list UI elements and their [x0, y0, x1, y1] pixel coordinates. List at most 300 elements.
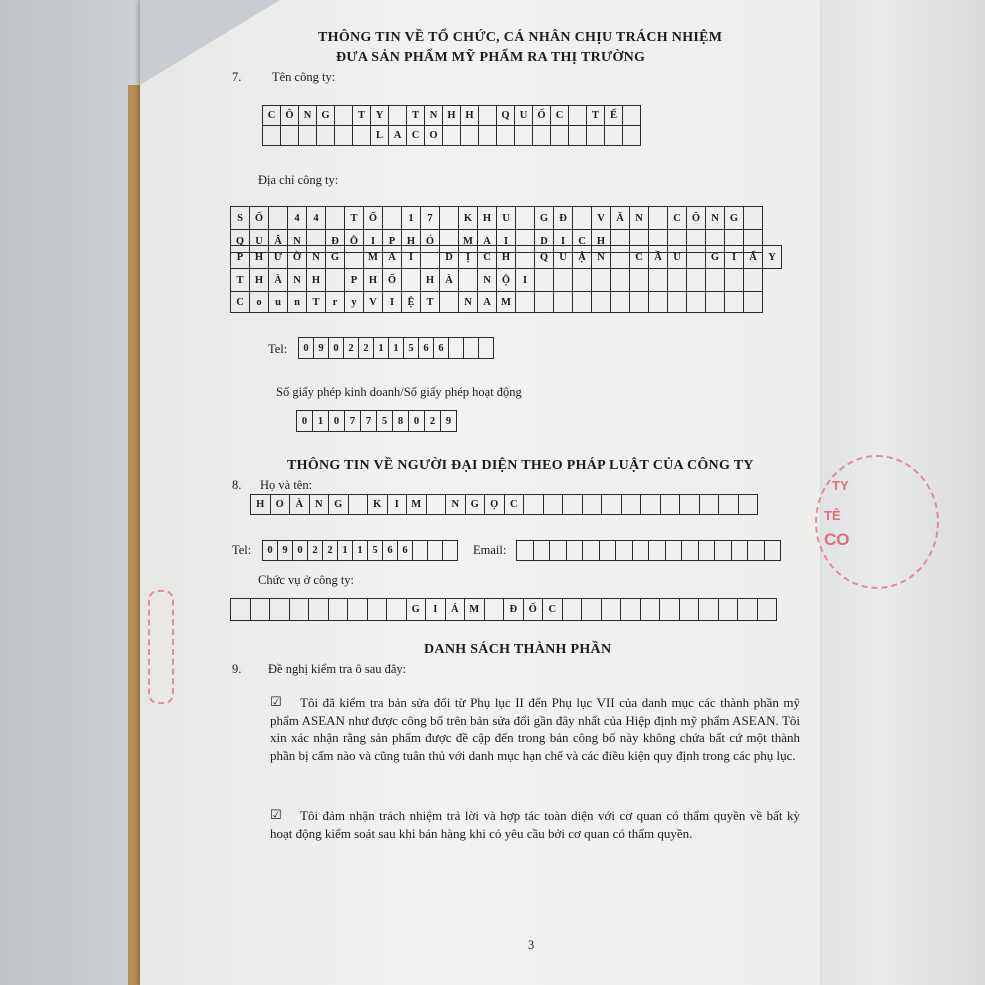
- address-row-3: [230, 245, 781, 269]
- char-box: N: [705, 206, 725, 230]
- char-box: C: [629, 245, 649, 269]
- char-box: M: [458, 229, 478, 253]
- char-box: [648, 540, 666, 561]
- char-box: [667, 291, 687, 313]
- title-line-2: ĐƯA SẢN PHẨM MỸ PHẨM RA THỊ TRƯỜNG: [336, 50, 646, 65]
- char-box: [601, 598, 622, 621]
- char-box: 5: [367, 540, 383, 561]
- representative-tel-cells: [262, 540, 457, 561]
- char-box: 0: [298, 337, 314, 359]
- char-box: [586, 125, 605, 146]
- char-box: [622, 125, 641, 146]
- char-box: 0: [408, 410, 425, 432]
- char-box: [328, 598, 349, 621]
- declaration-2-text: Tôi đảm nhận trách nhiệm trả lời và hợp tác toàn diện với cơ quan có thẩm quyền về bất kỳ hoạt động kiểm soát sau khi bán hàng khi có yêu cầu bởi cơ quan có thẩm quyền.: [270, 808, 800, 841]
- char-box: G: [316, 105, 335, 126]
- char-box: 5: [403, 337, 419, 359]
- char-box: [515, 206, 535, 230]
- char-box: [622, 105, 641, 126]
- char-box: Ầ: [648, 245, 668, 269]
- char-box: [747, 540, 765, 561]
- char-box: Ị: [553, 229, 573, 253]
- char-box: Ố: [249, 206, 269, 230]
- representative-heading: THÔNG TIN VỀ NGƯỜI ĐẠI DIỆN THEO PHÁP LUẬT CỦA CÔNG TY: [287, 458, 754, 473]
- char-box: Ậ: [572, 245, 592, 269]
- char-box: G: [406, 598, 427, 621]
- char-box: N: [298, 105, 317, 126]
- char-box: [699, 494, 720, 515]
- char-box: [681, 540, 699, 561]
- char-box: U: [553, 245, 573, 269]
- char-box: C: [550, 105, 569, 126]
- char-box: [516, 540, 534, 561]
- char-box: [496, 125, 515, 146]
- position-label: Chức vụ ở công ty:: [258, 573, 355, 587]
- char-box: [484, 598, 505, 621]
- char-box: C: [504, 494, 525, 515]
- char-box: [737, 598, 758, 621]
- char-box: U: [514, 105, 533, 126]
- char-box: Ị: [458, 245, 478, 269]
- char-box: [648, 268, 668, 292]
- char-box: [553, 291, 573, 313]
- char-box: 5: [376, 410, 393, 432]
- char-box: [648, 206, 668, 230]
- char-box: [610, 291, 630, 313]
- char-box: Ấ: [743, 245, 763, 269]
- char-box: [534, 268, 554, 292]
- char-box: Ô: [280, 105, 299, 126]
- char-box: C: [667, 206, 687, 230]
- char-box: [478, 105, 497, 126]
- char-box: [316, 125, 335, 146]
- char-box: [442, 540, 458, 561]
- char-box: 8: [392, 410, 409, 432]
- char-box: H: [496, 245, 516, 269]
- char-box: 1: [352, 540, 368, 561]
- char-box: T: [344, 206, 364, 230]
- representative-tel-label: Tel:: [232, 543, 252, 557]
- checkbox-checked-icon[interactable]: ☑: [270, 695, 282, 710]
- char-box: 1: [312, 410, 329, 432]
- license-cells: [296, 410, 456, 432]
- char-box: 0: [292, 540, 308, 561]
- char-box: [572, 206, 592, 230]
- char-box: M: [464, 598, 485, 621]
- char-box: Đ: [325, 229, 345, 253]
- char-box: 1: [373, 337, 389, 359]
- char-box: [230, 598, 251, 621]
- char-box: Ộ: [496, 268, 516, 292]
- char-box: M: [363, 245, 383, 269]
- char-box: G: [325, 245, 345, 269]
- char-box: Đ: [553, 206, 573, 230]
- char-box: [280, 125, 299, 146]
- char-box: [382, 206, 402, 230]
- char-box: [426, 494, 447, 515]
- char-box: [533, 540, 551, 561]
- char-box: Y: [762, 245, 782, 269]
- char-box: A: [388, 125, 407, 146]
- char-box: 9: [277, 540, 293, 561]
- char-box: [679, 598, 700, 621]
- char-box: [665, 540, 683, 561]
- char-box: [478, 337, 494, 359]
- char-box: n: [287, 291, 307, 313]
- char-box: [591, 291, 611, 313]
- char-box: Ộ: [344, 229, 364, 253]
- char-box: Ư: [268, 245, 288, 269]
- char-box: [679, 494, 700, 515]
- char-box: N: [424, 105, 443, 126]
- char-box: y: [344, 291, 364, 313]
- seal-text-3: CO: [824, 530, 850, 549]
- representative-name-cells: [250, 494, 757, 515]
- company-name-row-1: [262, 105, 640, 126]
- address-row-5: [230, 291, 762, 313]
- char-box: G: [705, 245, 725, 269]
- char-box: 0: [296, 410, 313, 432]
- char-box: [348, 494, 369, 515]
- char-box: T: [352, 105, 371, 126]
- char-box: Q: [230, 229, 250, 253]
- char-box: C: [477, 245, 497, 269]
- char-box: H: [401, 229, 421, 253]
- char-box: [325, 206, 345, 230]
- char-box: [648, 291, 668, 313]
- char-box: o: [249, 291, 269, 313]
- char-box: C: [262, 105, 281, 126]
- char-box: [352, 125, 371, 146]
- char-box: A: [477, 229, 497, 253]
- char-box: [427, 540, 443, 561]
- char-box: [553, 268, 573, 292]
- char-box: 1: [401, 206, 421, 230]
- char-box: T: [420, 291, 440, 313]
- char-box: [604, 125, 623, 146]
- char-box: T: [406, 105, 425, 126]
- char-box: I: [382, 291, 402, 313]
- char-box: [344, 245, 364, 269]
- check-request-label: Đề nghị kiểm tra ô sau đây:: [268, 662, 407, 676]
- char-box: T: [586, 105, 605, 126]
- char-box: [620, 598, 641, 621]
- char-box: 0: [328, 410, 345, 432]
- char-box: À: [268, 268, 288, 292]
- item-number-9: 9.: [232, 662, 242, 676]
- address-row-1: [230, 206, 762, 230]
- char-box: H: [442, 105, 461, 126]
- char-box: Đ: [503, 598, 524, 621]
- char-box: C: [572, 229, 592, 253]
- char-box: I: [363, 229, 383, 253]
- char-box: Ô: [686, 206, 706, 230]
- char-box: [705, 291, 725, 313]
- char-box: H: [306, 268, 326, 292]
- char-box: [367, 598, 388, 621]
- item-number-7: 7.: [232, 70, 242, 84]
- char-box: 9: [313, 337, 329, 359]
- char-box: [515, 245, 535, 269]
- char-box: I: [387, 494, 408, 515]
- char-box: [347, 598, 368, 621]
- ingredients-heading: DANH SÁCH THÀNH PHẦN: [424, 642, 612, 657]
- char-box: [659, 598, 680, 621]
- char-box: [610, 268, 630, 292]
- char-box: [458, 268, 478, 292]
- char-box: N: [629, 206, 649, 230]
- char-box: [629, 291, 649, 313]
- char-box: D: [439, 245, 459, 269]
- char-box: Ệ: [401, 291, 421, 313]
- char-box: 6: [433, 337, 449, 359]
- char-box: [420, 245, 440, 269]
- company-tel-label: Tel:: [268, 342, 288, 356]
- char-box: [718, 598, 739, 621]
- char-box: H: [477, 206, 497, 230]
- char-box: [568, 105, 587, 126]
- char-box: [581, 598, 602, 621]
- char-box: U: [496, 206, 516, 230]
- char-box: [543, 494, 564, 515]
- char-box: Ó: [420, 229, 440, 253]
- char-box: [738, 494, 759, 515]
- char-box: H: [591, 229, 611, 253]
- char-box: [714, 540, 732, 561]
- char-box: C: [406, 125, 425, 146]
- char-box: 4: [287, 206, 307, 230]
- char-box: H: [250, 494, 271, 515]
- char-box: [764, 540, 782, 561]
- char-box: [640, 598, 661, 621]
- char-box: [640, 494, 661, 515]
- char-box: Ố: [382, 268, 402, 292]
- char-box: [621, 494, 642, 515]
- char-box: Ế: [604, 105, 623, 126]
- char-box: Ờ: [287, 245, 307, 269]
- char-box: [269, 598, 290, 621]
- char-box: À: [439, 268, 459, 292]
- char-box: 1: [388, 337, 404, 359]
- char-box: H: [420, 268, 440, 292]
- char-box: [334, 125, 353, 146]
- char-box: N: [445, 494, 466, 515]
- char-box: [463, 337, 479, 359]
- char-box: I: [425, 598, 446, 621]
- char-box: [412, 540, 428, 561]
- char-box: [572, 291, 592, 313]
- char-box: I: [401, 245, 421, 269]
- char-box: U: [249, 229, 269, 253]
- char-box: [334, 105, 353, 126]
- char-box: U: [667, 245, 687, 269]
- char-box: V: [363, 291, 383, 313]
- char-box: C: [230, 291, 250, 313]
- char-box: [562, 494, 583, 515]
- seal-text-1: TY: [832, 478, 849, 493]
- char-box: u: [268, 291, 288, 313]
- char-box: V: [591, 206, 611, 230]
- char-box: N: [477, 268, 497, 292]
- char-box: 2: [307, 540, 323, 561]
- char-box: [298, 125, 317, 146]
- char-box: Ổ: [363, 206, 383, 230]
- char-box: 6: [382, 540, 398, 561]
- char-box: 7: [344, 410, 361, 432]
- char-box: [705, 268, 725, 292]
- char-box: Ố: [532, 105, 551, 126]
- char-box: [439, 291, 459, 313]
- seal-text-2: TÊ: [824, 508, 841, 523]
- char-box: N: [287, 268, 307, 292]
- char-box: H: [363, 268, 383, 292]
- char-box: H: [460, 105, 479, 126]
- char-box: [582, 494, 603, 515]
- position-cells: [230, 598, 776, 621]
- char-box: N: [309, 494, 330, 515]
- char-box: P: [382, 229, 402, 253]
- char-box: P: [344, 268, 364, 292]
- char-box: [724, 268, 744, 292]
- char-box: Ọ: [484, 494, 505, 515]
- char-box: Ă: [610, 206, 630, 230]
- char-box: O: [270, 494, 291, 515]
- char-box: 2: [322, 540, 338, 561]
- char-box: 2: [424, 410, 441, 432]
- company-name-label: Tên công ty:: [272, 70, 336, 84]
- char-box: [268, 206, 288, 230]
- page-number: 3: [528, 938, 535, 952]
- representative-email-label: Email:: [473, 543, 507, 557]
- char-box: [478, 125, 497, 146]
- char-box: 0: [328, 337, 344, 359]
- char-box: [439, 206, 459, 230]
- checkbox-checked-icon-2[interactable]: ☑: [270, 808, 282, 823]
- char-box: [743, 206, 763, 230]
- char-box: [582, 540, 600, 561]
- char-box: O: [424, 125, 443, 146]
- char-box: A: [382, 245, 402, 269]
- folded-corner: [140, 0, 280, 85]
- char-box: [566, 540, 584, 561]
- char-box: 6: [418, 337, 434, 359]
- char-box: 7: [360, 410, 377, 432]
- char-box: [591, 268, 611, 292]
- representative-email-cells: [516, 540, 780, 561]
- char-box: [686, 291, 706, 313]
- representative-name-label: Họ và tên:: [260, 478, 313, 492]
- char-box: [289, 598, 310, 621]
- char-box: G: [534, 206, 554, 230]
- char-box: 6: [397, 540, 413, 561]
- char-box: r: [325, 291, 345, 313]
- item-number-8: 8.: [232, 478, 242, 492]
- char-box: [698, 598, 719, 621]
- company-tel-cells: [298, 337, 493, 359]
- char-box: N: [287, 229, 307, 253]
- declaration-1-text: Tôi đã kiểm tra bản sửa đổi từ Phụ lục II đến Phụ lục VII của danh mục các thành phần mỹ phẩm ASEAN như được công bố trên bản sửa đổi gần đây nhất của Hiệp định mỹ phẩm ASEAN. Tôi xin xác nhận rằng sản phẩm được đề cập đến trong bản công bố này không chứa bất cứ một thành phần bị cấm nào và cũng tuân thủ với danh mục hạn chế và các điều kiện quy định trong các phụ lục.: [270, 695, 800, 763]
- char-box: [610, 245, 630, 269]
- char-box: 2: [343, 337, 359, 359]
- address-row-4: [230, 268, 762, 292]
- char-box: I: [496, 229, 516, 253]
- char-box: T: [306, 291, 326, 313]
- char-box: [724, 291, 744, 313]
- char-box: N: [306, 245, 326, 269]
- char-box: [686, 268, 706, 292]
- char-box: [262, 125, 281, 146]
- char-box: Ố: [523, 598, 544, 621]
- char-box: I: [515, 268, 535, 292]
- char-box: [572, 268, 592, 292]
- char-box: [667, 268, 687, 292]
- char-box: [743, 291, 763, 313]
- char-box: [568, 125, 587, 146]
- char-box: H: [249, 245, 269, 269]
- char-box: [632, 540, 650, 561]
- char-box: P: [230, 245, 250, 269]
- char-box: [386, 598, 407, 621]
- char-box: S: [230, 206, 250, 230]
- license-label: Số giấy phép kinh doanh/Số giấy phép hoạt động: [276, 385, 522, 399]
- char-box: [629, 268, 649, 292]
- char-box: [686, 245, 706, 269]
- char-box: [401, 268, 421, 292]
- char-box: [549, 540, 567, 561]
- char-box: M: [406, 494, 427, 515]
- char-box: [514, 125, 533, 146]
- char-box: 7: [420, 206, 440, 230]
- char-box: [718, 494, 739, 515]
- char-box: 9: [440, 410, 457, 432]
- char-box: [698, 540, 716, 561]
- char-box: [599, 540, 617, 561]
- char-box: [325, 268, 345, 292]
- char-box: [601, 494, 622, 515]
- char-box: A: [477, 291, 497, 313]
- char-box: H: [249, 268, 269, 292]
- title-line-1: THÔNG TIN VỀ TỔ CHỨC, CÁ NHÂN CHỊU TRÁCH NHIỆM: [318, 30, 723, 45]
- char-box: [448, 337, 464, 359]
- char-box: C: [542, 598, 563, 621]
- char-box: N: [458, 291, 478, 313]
- char-box: D: [534, 229, 554, 253]
- char-box: G: [328, 494, 349, 515]
- char-box: [550, 125, 569, 146]
- char-box: [388, 105, 407, 126]
- char-box: [532, 125, 551, 146]
- char-box: 4: [306, 206, 326, 230]
- char-box: [308, 598, 329, 621]
- char-box: 1: [337, 540, 353, 561]
- char-box: G: [724, 206, 744, 230]
- char-box: [534, 291, 554, 313]
- char-box: [250, 598, 271, 621]
- char-box: [731, 540, 749, 561]
- char-box: I: [724, 245, 744, 269]
- company-name-row-2: [262, 125, 640, 146]
- char-box: 2: [358, 337, 374, 359]
- char-box: [743, 268, 763, 292]
- left-seal-fragment: [148, 590, 174, 704]
- char-box: Á: [445, 598, 466, 621]
- char-box: N: [591, 245, 611, 269]
- char-box: Â: [268, 229, 288, 253]
- char-box: T: [230, 268, 250, 292]
- char-box: [615, 540, 633, 561]
- char-box: [562, 598, 583, 621]
- char-box: [515, 291, 535, 313]
